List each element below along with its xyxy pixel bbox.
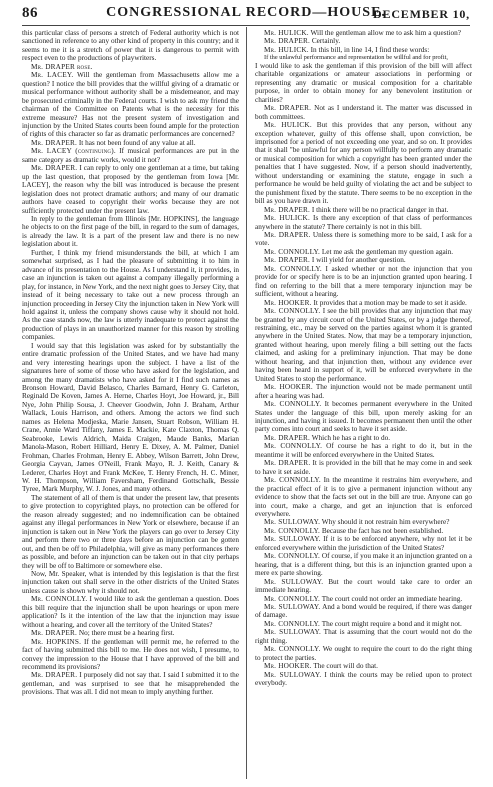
paragraph bbox=[22, 215, 239, 249]
paragraph-text: this particular class of persons a stretch of Federal authority which is not sanctioned in reference to any other kind of property in this country; and it seems to me it is a stretch of power that it is dangerous to permit with respect even to the productions of playwriters. bbox=[22, 29, 239, 63]
speaker-name: Mr. HULICK. bbox=[264, 45, 309, 54]
paragraph bbox=[255, 552, 472, 577]
speaker-name: Mr. CONNOLLY. bbox=[264, 307, 321, 316]
paragraph bbox=[255, 104, 472, 121]
speaker-name: Mr. CONNOLLY. bbox=[264, 476, 321, 485]
speaker-name: Mr. DRAPER. bbox=[264, 459, 311, 468]
paragraph bbox=[255, 46, 472, 54]
speaker-name: Mr. SULLOWAY. bbox=[264, 577, 324, 586]
paragraph bbox=[255, 662, 472, 670]
speaker-name: Mr. LACEY. bbox=[31, 71, 74, 80]
speaker-name: Mr. CONNOLLY. bbox=[264, 264, 322, 273]
paragraph bbox=[255, 671, 472, 688]
speaker-name: Mr. SULLOWAY. bbox=[264, 535, 321, 544]
speaker-name: Mr. HULICK. bbox=[264, 121, 312, 130]
paragraph-text: If it is to be enforced anywhere, why not let it be enforced everywhere within the jurisdiction of the United States? bbox=[255, 535, 472, 552]
speaker-name: Mr. CONNOLLY. bbox=[264, 400, 322, 409]
paragraph-text: The court might require a bond and it might not. bbox=[321, 619, 462, 628]
paragraph-text: If the gentleman will permit me, he referred to the fact of having submitted this bill to me. He does not wish, I presume, to convey the impression to the House that I have approved of the bill and recommend its provisions? bbox=[22, 637, 239, 671]
paragraph-text: The court will do that. bbox=[313, 662, 378, 671]
speaker-name: Mr. HOOKER. bbox=[264, 383, 313, 392]
speaker-name: Mr. DRAPER. bbox=[31, 671, 78, 680]
paragraph bbox=[255, 62, 472, 104]
page-title: CONGRESSIONAL RECORD—HOUSE. bbox=[106, 5, 386, 20]
paragraph bbox=[22, 139, 239, 147]
paragraph-text: It has not been found of any value at all. bbox=[78, 138, 196, 147]
speaker-name: Mr. CONNOLLY. bbox=[264, 552, 321, 561]
paragraph bbox=[255, 231, 472, 248]
speaker-name: Mr. CONNOLLY. bbox=[264, 619, 321, 628]
paragraph bbox=[255, 434, 472, 442]
paragraph-text: I see the bill provides that any injunction that may be granted by any circuit court of the United States, or by a judge thereof, restraining, etc., may be served on the parties against whom it is granted anywhere in the United States. Now, that may be a temporary injunction, granted without hearing, upon merely filing a bill setting out the facts claimed, and asking for a preliminary injunction. That may be done without hearing, and that injunction then, without any evidence ever having been heard in support of it, will be enforced everywhere in the United States to stop the performance. bbox=[255, 307, 472, 383]
paragraph bbox=[255, 400, 472, 434]
paragraph bbox=[255, 527, 472, 535]
speaker-name: Mr. HOOKER. bbox=[264, 662, 312, 671]
speaker-name: Mr. DRAPER. bbox=[264, 231, 311, 240]
paragraph bbox=[22, 147, 239, 164]
header-rule bbox=[22, 25, 470, 26]
right-column bbox=[255, 29, 472, 781]
paragraph bbox=[22, 63, 239, 71]
paragraph bbox=[255, 578, 472, 595]
speaker-name: Mr. DRAPER. bbox=[264, 433, 311, 442]
paragraph bbox=[22, 342, 239, 494]
paragraph bbox=[255, 54, 472, 62]
paragraph bbox=[255, 620, 472, 628]
paragraph-text: The statement of all of them is that under the present law, that presents to give protection to copyrighted plays, no protection can be offered for the reason already suggested; and no indemnification can be obtained against any illegal performances in New York or elsewhere, because if an injunction is taken out in New York the players can go over to Jersey City and perform there two or three days before an injunction can be gotten out, and then be off to Philadelphia, will give as many performances there as possible, and before an injunction can be taken out in that city perhaps they will be off to Baltimore or somewhere else. bbox=[22, 493, 239, 570]
speaker-name: Mr. CONNOLLY. bbox=[264, 645, 321, 654]
paragraph bbox=[255, 603, 472, 620]
paragraph bbox=[22, 164, 239, 215]
paragraph-text: Which he has a right to do. bbox=[311, 433, 391, 442]
paragraph bbox=[255, 248, 472, 256]
paragraph bbox=[255, 307, 472, 383]
paragraph bbox=[22, 71, 239, 139]
paragraph-text: No; there must be a hearing first. bbox=[78, 629, 175, 638]
paragraph-text: But the court would take care to order an immediate hearing. bbox=[255, 577, 472, 595]
speaker-name: Mr. DRAPER. bbox=[264, 37, 311, 46]
paragraph bbox=[22, 638, 239, 672]
paragraph bbox=[255, 29, 472, 37]
paragraph-text: Certainly. bbox=[311, 37, 341, 46]
paragraph bbox=[22, 629, 239, 637]
paragraph-text: The court could not order an immediate hearing. bbox=[321, 594, 463, 603]
speaker-name: Mr. HOPKINS. bbox=[31, 637, 82, 646]
speaker-name: Mr. LACEY (continuing). bbox=[31, 147, 116, 156]
paragraph-text: I think the courts may be relied upon to protect everybody. bbox=[255, 670, 472, 688]
paragraph-text: The injunction would not be made permanent until after a hearing was had. bbox=[255, 383, 472, 400]
paragraph bbox=[255, 535, 472, 552]
paragraph-text: I would like to ask the gentleman a question. Does this bill require that the injunction shall be upon hearings or upon mere application? Is it the intention of the law that the injunction may issue without a hearing, and cover all the territory of the United States? bbox=[22, 595, 239, 629]
paragraph-text: I can reply to only one gentleman at a time, but taking up the last question, that proposed by the gentleman from Iowa [Mr. LACEY], the reason why the bill was introduced is because the present legislation does not protect dramatic authors; and many of our dramatic authors have ceased to copyright their works because they are not sufficiently protected under the present law. bbox=[22, 164, 239, 215]
paragraph bbox=[255, 256, 472, 264]
speaker-name: Mr. HULICK. bbox=[264, 29, 309, 37]
paragraph-text: We ought to require the court to do the right thing to protect the parties. bbox=[255, 645, 472, 662]
paragraph bbox=[22, 494, 239, 570]
paragraph-text: If the unlawful performance and representation be willful and for profit, bbox=[264, 54, 449, 62]
speaker-name: Mr. DRAPER rose. bbox=[31, 62, 93, 71]
paragraph-text: Because the fact has not been established. bbox=[321, 526, 444, 535]
speaker-name: Mr. DRAPER. bbox=[264, 256, 311, 265]
paragraph bbox=[255, 518, 472, 526]
paragraph-text: But this provides that any person, without any exception whatever, guilty of this offense shall, upon conviction, be imprisoned for a period of not exceeding one year, and so on. It provides that it shall "be unlawful for any person willfully to perform any dramatic or musical composition for which a copyright has been granted under the penalties that I have suggested. Now, if a person should inadvertently, without understanding or examining the statute, engage in such a performance he would be held guilty of violating the act and be subject to the punishment fixed by the statute. There seems to be no exception in the bill as you have drawn it. bbox=[255, 121, 472, 206]
paragraph bbox=[255, 206, 472, 214]
paragraph bbox=[255, 476, 472, 518]
page-number: 86 bbox=[22, 5, 38, 21]
paragraph bbox=[255, 645, 472, 662]
paragraph-text: In this bill, in line 14, I find these words: bbox=[310, 45, 430, 54]
paragraph-text: It is provided in the bill that he may come in and seek to have it set aside. bbox=[255, 459, 472, 476]
paragraph-text: Let me ask the gentleman my question again. bbox=[321, 247, 454, 256]
paragraph-text: It provides that a motion may be made to set it aside. bbox=[313, 298, 467, 307]
speaker-name: Mr. DRAPER. bbox=[31, 164, 78, 173]
speaker-name: Mr. SULLOWAY. bbox=[264, 670, 322, 679]
page-date: DECEMBER 10, bbox=[373, 7, 470, 21]
paragraph bbox=[255, 628, 472, 645]
paragraph-text: In the meantime it restrains him everywhere, and the practical effect of it is to give a permanent injunction without any evidence to show that the facts set out in the bill are true. Anyone can go into court, make a charge, and get an injunction that is enforced everywhere. bbox=[255, 476, 472, 518]
speaker-name: Mr. CONNOLLY. bbox=[264, 594, 321, 603]
paragraph-text: Of course he has a right to do it, but in the meantime it will be enforced everywhere in the United States. bbox=[255, 442, 472, 459]
speaker-name: Mr. CONNOLLY. bbox=[31, 595, 88, 604]
speaker-name: Mr. DRAPER. bbox=[264, 104, 312, 113]
speaker-name: Mr. DRAPER. bbox=[264, 205, 311, 214]
column-divider bbox=[246, 27, 247, 779]
paragraph-text: Is there any exception of that class of performances anywhere in the statute? There certainly is not in this bill. bbox=[255, 214, 472, 231]
paragraph-text: I will yield for another question. bbox=[311, 256, 406, 265]
paragraph bbox=[22, 570, 239, 595]
paragraph-text: Why should it not restrain him everywhere? bbox=[321, 518, 450, 527]
speaker-name: Mr. DRAPER. bbox=[31, 629, 78, 638]
paragraph-text: I asked whether or not the injunction that you provide for or specify here is to be an injunction granted upon hearing. I find on referring to the bill that a mere temporary injunction may be sufficient, without a hearing. bbox=[255, 264, 472, 299]
paragraph-text: It becomes permanent everywhere in the United States under the language of this bill, upon merely asking for an injunction, and having it issued. It becomes permanent then until the other party comes into court and seeks to have it set aside. bbox=[255, 400, 472, 434]
paragraph-text: That is assuming that the court would not do the right thing. bbox=[255, 628, 472, 645]
paragraph bbox=[255, 459, 472, 476]
paragraph-text: Now, Mr. Speaker, what is intended by this legislation is that the first injunction taken out shall serve in the other districts of the United States unless cause is shown why it should not. bbox=[22, 570, 239, 595]
paragraph bbox=[255, 595, 472, 603]
paragraph bbox=[255, 383, 472, 400]
paragraph bbox=[255, 265, 472, 299]
paragraph bbox=[22, 595, 239, 629]
paragraph-text: In reply to the gentleman from Illinois [Mr. HOPKINS], the language he objects to on the first page of the bill, in regard to the sum of damages, is already the law. It is a part of the present law and there is no new legislation about it. bbox=[22, 214, 239, 249]
paragraph-text: I think there will be no practical danger in that. bbox=[311, 205, 449, 214]
paragraph bbox=[22, 249, 239, 342]
speaker-name: Mr. HOOKER. bbox=[264, 298, 312, 307]
paragraph bbox=[255, 442, 472, 459]
speaker-name: Mr. DRAPER. bbox=[31, 138, 78, 147]
paragraph bbox=[255, 121, 472, 206]
paragraph bbox=[22, 29, 239, 63]
speaker-name: Mr. CONNOLLY. bbox=[264, 442, 323, 451]
paragraph-text: I would say that this legislation was asked for by substantially the entire dramatic profession of the United States, and we have had many and very interesting hearings upon the subject. I have a list of the signatures here of some of those who have asked for the legislation, and among the many dramatists who have asked for it I find such names as Bronson Howard, David Belasco, Charles Barnard, Henry G. Carleton, Reginald De Koven, James A. Herne, Charles Hoyt, Joe Howard, jr., Bill Nye, John Philip Sousa, J. Cheever Goodwin, John J. Braham, Arthur Wallack, Louis Harrison, and others. Among the actors we find such names as Helena Modjeska, Marie Jansen, Stuart Robson, William H. Crane, Annie Ward Tiffany, James E. Mackie, Kate Claxton, Thomas Q. Seabrooke, Lewis Aldrich, Maida Craigen, Maude Banks, Marian Manola-Mason, Robert Hilliard, Henry E. Dixey, A. M. Palmer, Daniel Frohman, Charles Frohman, Henry E. Abbey, Wilson Barrett, John Drew, Georgia Cayvan, James O'Neill, Frank Mayo, R. J. Keith, Canary & Lederer, Charles Hoyt and Frank McKee, T. Henry French, H. C. Miner, W. H. Thompson, William Faversham, Ferdinand Gottschalk, Bessie Tyree, Mark Murphy, W. J. Jones, and many others. bbox=[22, 341, 239, 494]
paragraph-text: Further, I think my friend misunderstands the bill, at which I am somewhat surprised, as I had the pleasure of submitting it to him in advance of its presentation to the House. As I understand it, it provides, in case an injunction is taken out against a company illegally performing a play, for instance, in New York, and the next night goes to Jersey City, that instead of it being necessary to take out a new process through an injunction proceeding in Jersey City the injunction taken in New York will hold against it, unless the company shows cause why it should not hold. As the case stands now, the law is utterly inadequate to protect against the production of plays in an unauthorized manner for this reason by strolling companies. bbox=[22, 248, 239, 342]
page-header bbox=[22, 5, 470, 25]
paragraph bbox=[255, 299, 472, 307]
paragraph-text: And a bond would be required, if there was danger of damage. bbox=[255, 602, 472, 620]
paragraph-text: Not as I understand it. The matter was discussed in both committees. bbox=[255, 104, 472, 121]
speaker-name: Mr. SULLOWAY. bbox=[264, 602, 321, 611]
speaker-name: Mr. SULLOWAY. bbox=[264, 628, 322, 637]
paragraph bbox=[22, 671, 239, 696]
paragraph-text: Of course, if you make it an injunction granted on a hearing, that is a different thing, but this is an injunction granted upon a mere ex parte showing. bbox=[255, 552, 472, 578]
speaker-name: Mr. CONNOLLY. bbox=[264, 526, 321, 535]
paragraph-text: Will the gentleman allow me to ask him a question? bbox=[310, 29, 462, 37]
paragraph-text: Will the gentleman from Massachusetts allow me a question? I notice the bill provides that the willful giving of a dramatic or musical performance without authority shall be a misdemeanor, and may be prosecuted criminally in the Federal courts. I wish to ask my friend the chairman of the Committee on Patents what is the necessity for this extreme measure? Has not the present system of investigation and injunction by the United States courts been found ample for the protection of rights of this character so far as dramatic performances are concerned? bbox=[22, 71, 239, 139]
paragraph-text: I purposely did not say that. I said I submitted it to the gentleman, and was surprised to see that he misapprehended the provisions. That was all. I did not mean to imply anything further. bbox=[22, 671, 239, 697]
left-column bbox=[22, 29, 239, 781]
paragraph-text: Unless there is something more to be said, I ask for a vote. bbox=[255, 231, 472, 248]
speaker-name: Mr. SULLOWAY. bbox=[264, 518, 321, 527]
speaker-name: Mr. HULICK. bbox=[264, 214, 311, 223]
paragraph bbox=[255, 37, 472, 45]
paragraph bbox=[255, 214, 472, 231]
paragraph-text: If musical performances are put in the same category as dramatic works, would it not? bbox=[22, 147, 239, 164]
paragraph-text: I would like to ask the gentleman if this provision of the bill will affect charitable organizations or amateur associations in performing or representing any dramatic or musical composition for a charitable purpose, in order to obtain money for any benevolent institution or charities? bbox=[255, 61, 472, 104]
speaker-name: Mr. CONNOLLY. bbox=[264, 247, 321, 256]
